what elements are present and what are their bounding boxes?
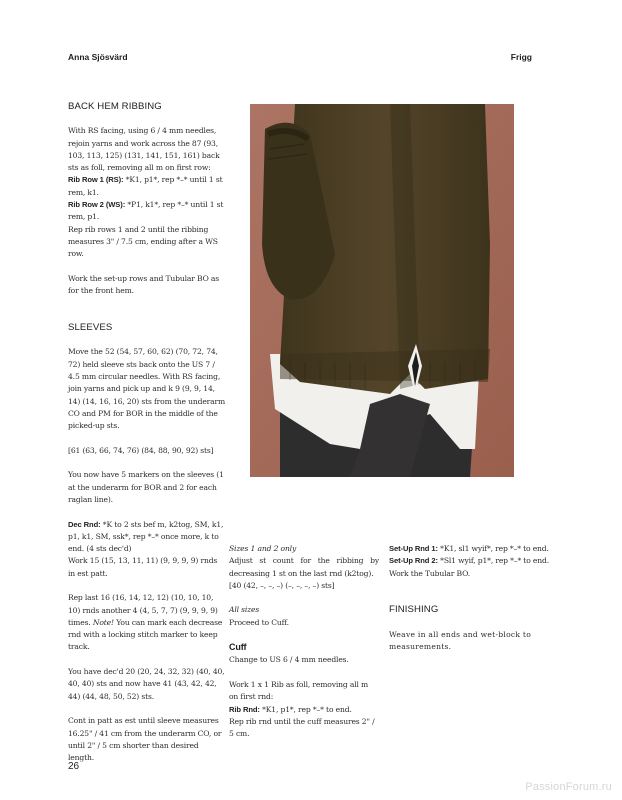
- sleeves-work: Work 15 (15, 13, 11, 11) (9, 9, 9, 9) rnds in est patt.: [68, 556, 218, 578]
- page-number: 26: [68, 761, 80, 772]
- rib-row-2-label: Rib Row 2 (WS):: [68, 200, 126, 210]
- rib-row-2: [68, 199, 226, 224]
- back-hem-finish: Work the set-up rows and Tubular BO as for the front hem.: [68, 273, 220, 296]
- cuff-heading: Cuff: [229, 642, 247, 653]
- sleeves-intro: Move the 52 (54, 57, 60, 62) (70, 72, 74, 72) held sleeve sts back onto the US 7 / 4.5 mm circular needles. With RS facing, join yarns and pick up and k 9 (9, 9, 14, 14) (14, 16, 16, 20) sts from the underarm CO and PM for BOR in the middle of the picked-up sts.: [68, 347, 226, 431]
- setup-rnd-2-label: Set-Up Rnd 2:: [389, 556, 438, 566]
- adjust-count: [40 (42, –, –, –) (–, –, –, –) sts]: [229, 580, 335, 590]
- all-sizes-label: All sizes: [229, 605, 260, 615]
- setup-rnd-2: [389, 555, 549, 567]
- back-hem-intro: With RS facing, using 6 / 4 mm needles, rejoin yarns and work across the 87 (93, 103, 113, 125) (131, 141, 151, 161) back sts as foll, removing all m on first row:: [68, 126, 220, 173]
- cuff-repeat: Rep rib rnd until the cuff measures 2" / 5 cm.: [229, 716, 375, 739]
- sleeves-heading: SLEEVES: [68, 322, 113, 334]
- sleeves-repeat: [68, 592, 226, 653]
- adjust-text: Adjust st count for the ribbing by decreasing 1 st on the last rnd (k2tog).: [229, 556, 379, 578]
- header-pattern-name: Frigg: [510, 52, 532, 62]
- tubular-bo: Work the Tubular BO.: [389, 568, 470, 578]
- proceed-text: Proceed to Cuff.: [229, 617, 289, 627]
- dec-rnd: [68, 519, 226, 556]
- setup-rnd-2-text: *Sl1 wyif, p1*, rep *–* to end.: [437, 556, 549, 566]
- back-hem-ribbing-heading: BACK HEM RIBBING: [68, 101, 162, 112]
- sizes-1-2-label: Sizes 1 and 2 only: [229, 544, 297, 553]
- rib-row-2-text: *P1, k1*, rep *–* until 1 st rem, p1.: [68, 200, 224, 222]
- repeat-text: Rep last 16 (16, 14, 12, 12) (10, 10, 10, 10) rnds another 4 (4, 5, 7, 7) (9, 9, 9, 9) times.: [68, 593, 218, 627]
- setup-rnd-1: [389, 543, 549, 555]
- rib-rnd-label: Rib Rnd:: [229, 704, 260, 714]
- left-column: [68, 101, 226, 764]
- rib-rnd: [229, 704, 379, 716]
- middle-column: [229, 543, 379, 740]
- sleeves-markers: You now have 5 markers on the sleeves (1 at the underarm for BOR and 2 for each raglan line).: [68, 470, 224, 504]
- note-text: You can mark each decrease rnd with a locking stitch marker to keep track.: [68, 617, 223, 652]
- rib-row-1-text: *K1, p1*, rep *–* until 1 st rem, k1.: [68, 175, 223, 197]
- rib-rnd-text: *K1, p1*, rep *–* to end.: [259, 704, 352, 714]
- finishing-heading: FINISHING: [389, 604, 439, 616]
- note-label: Note!: [92, 617, 114, 627]
- setup-rnd-1-text: *K1, sl1 wyif*, rep *–* to end.: [437, 544, 549, 553]
- setup-rnd-1-label: Set-Up Rnd 1:: [389, 544, 438, 553]
- back-hem-repeat: Rep rib rows 1 and 2 until the ribbing measures 3" / 7.5 cm, ending after a WS row.: [68, 224, 218, 259]
- sweater-photo-illustration: [250, 104, 514, 477]
- finishing-text: Weave in all ends and wet-block to measurements.: [389, 629, 532, 652]
- sleeves-decd: You have dec'd 20 (20, 24, 32, 32) (40, 40, 40, 40) sts and now have 41 (43, 42, 42, 44) (44, 48, 50, 52) sts.: [68, 667, 225, 701]
- right-column: [389, 543, 549, 653]
- sweater-photo: [250, 104, 514, 477]
- cuff-change: Change to US 6 / 4 mm needles.: [229, 655, 349, 665]
- watermark: PassionForum.ru: [525, 781, 612, 793]
- sleeves-count: [61 (63, 66, 74, 76) (84, 88, 90, 92) sts]: [68, 445, 214, 455]
- dec-rnd-label: Dec Rnd:: [68, 519, 101, 529]
- dec-rnd-text: *K to 2 sts bef m, k2tog, SM, k1, p1, k1, SM, ssk*, rep *–* once more, k to end. (4 sts dec'd): [68, 519, 224, 554]
- header-author: Anna Sjösvärd: [68, 52, 128, 62]
- sleeves-cont: Cont in patt as est until sleeve measures 16.25" / 41 cm from the underarm CO, or until 2" / 5 cm shorter than desired length.: [68, 716, 222, 763]
- cuff-work: Work 1 x 1 Rib as foll, removing all m on first rnd:: [229, 679, 369, 702]
- rib-row-1: [68, 174, 226, 199]
- rib-row-1-label: Rib Row 1 (RS):: [68, 175, 124, 185]
